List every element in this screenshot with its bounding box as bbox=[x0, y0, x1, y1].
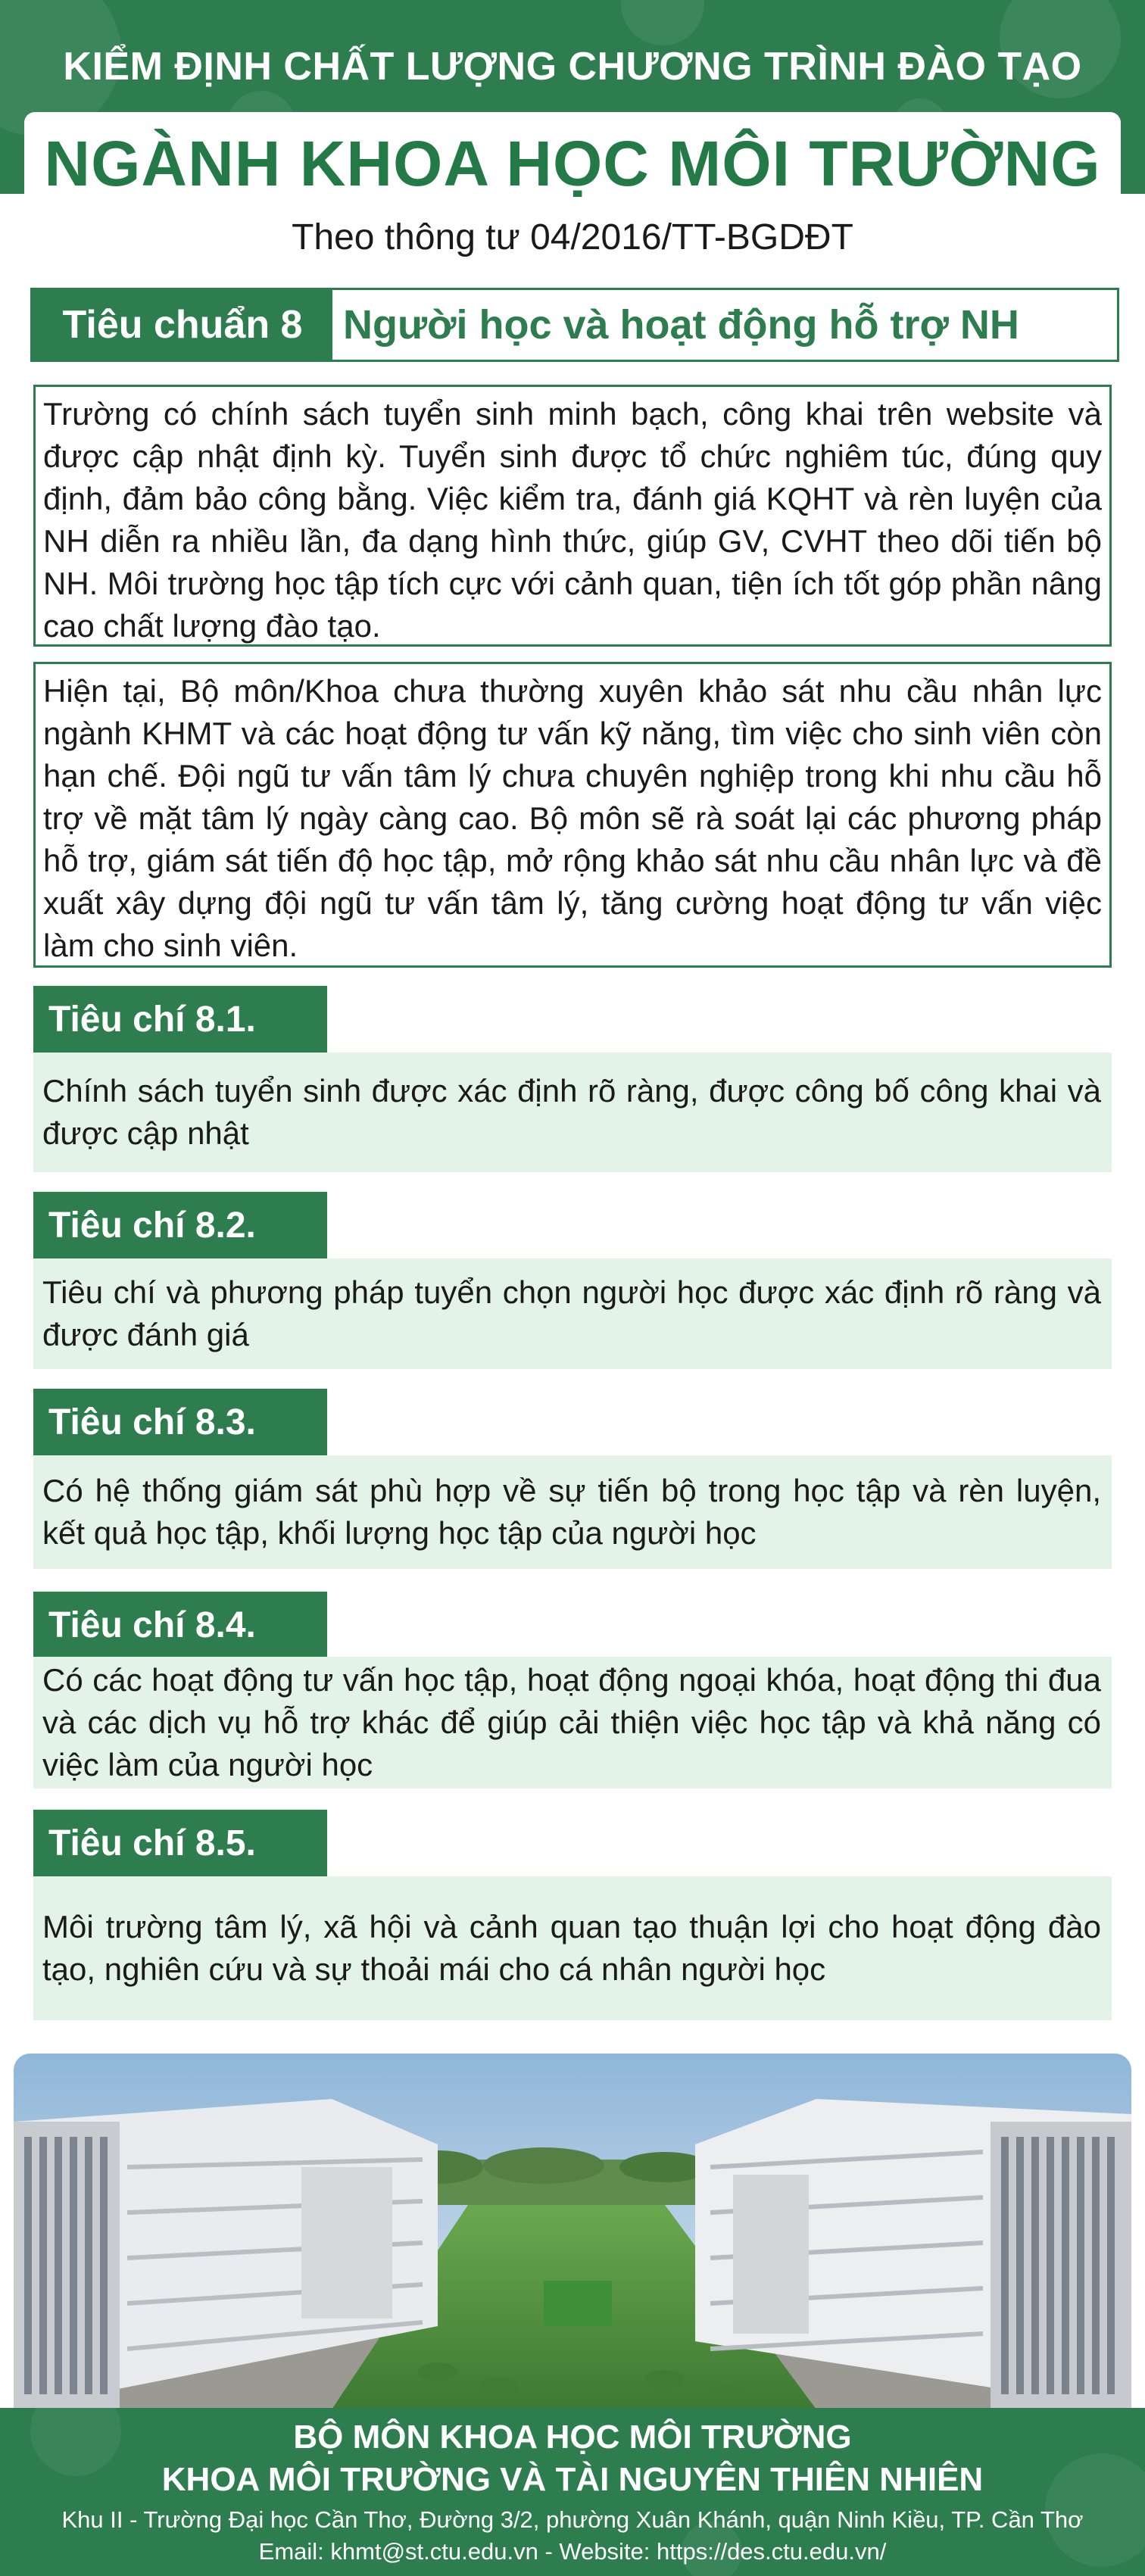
criterion-text bbox=[33, 1053, 1112, 1172]
criterion-text-content: Có các hoạt động tư vấn học tập, hoạt động ngoại khóa, hoạt động thi đua và các dịch vụ hỗ trợ khác để giúp cải thiện việc học tập và khả năng có việc làm của người học bbox=[42, 1662, 1101, 1782]
summary-paragraph-improvements: Hiện tại, Bộ môn/Khoa chưa thường xuyên khảo sát nhu cầu nhân lực ngành KHMT và các hoạt động tư vấn kỹ năng, tìm việc cho sinh viên còn hạn chế. Đội ngũ tư vấn tâm lý chưa chuyên nghiệp trong khi nhu cầu hỗ trợ về mặt tâm lý ngày càng cao. Bộ môn sẽ rà soát lại các phương pháp hỗ trợ, giám sát tiến độ học tập, mở rộng khảo sát nhu cầu nhân lực và đề xuất xây dựng đội ngũ tư vấn tâm lý, tăng cường hoạt động tư vấn việc làm cho sinh viên. bbox=[33, 662, 1112, 968]
footer-address: Khu II - Trường Đại học Cần Thơ, Đường 3/2, phường Xuân Khánh, quận Ninh Kiều, TP. Cần Thơ bbox=[61, 2506, 1084, 2533]
page-subtitle: Theo thông tư 04/2016/TT-BGDĐT bbox=[292, 217, 853, 257]
criterion-text bbox=[33, 1657, 1112, 1789]
criterion-label: Tiêu chí 8.2. bbox=[33, 1192, 327, 1258]
header-top-line: KIỂM ĐỊNH CHẤT LƯỢNG CHƯƠNG TRÌNH ĐÀO TẠO bbox=[63, 45, 1082, 89]
criterion-text-content: Có hệ thống giám sát phù hợp về sự tiến bộ trong học tập và rèn luyện, kết quả học tập, khối lượng học tập của người học bbox=[42, 1473, 1101, 1551]
campus-building-illustration bbox=[14, 2054, 1131, 2409]
footer-department: BỘ MÔN KHOA HỌC MÔI TRƯỜNG bbox=[293, 2419, 852, 2456]
standard-bar bbox=[30, 288, 1119, 362]
footer bbox=[0, 2408, 1145, 2576]
standard-name: Người học và hoạt động hỗ trợ NH bbox=[343, 302, 1019, 348]
criterion-label: Tiêu chí 8.4. bbox=[33, 1592, 327, 1658]
criterion-text bbox=[33, 1455, 1112, 1569]
footer-faculty: KHOA MÔI TRƯỜNG VÀ TÀI NGUYÊN THIÊN NHIÊN bbox=[161, 2461, 984, 2498]
criterion-text bbox=[33, 1876, 1112, 2020]
summary-paragraph-strengths: Trường có chính sách tuyển sinh minh bạch, công khai trên website và được cập nhật định kỳ. Tuyển sinh được tổ chức nghiêm túc, đúng quy định, đảm bảo công bằng. Việc kiểm tra, đánh giá KQHT và rèn luyện của NH diễn ra nhiều lần, đa dạng hình thức, giúp GV, CVHT theo dõi tiến bộ NH. Môi trường học tập tích cực với cảnh quan, tiện ích tốt góp phần nâng cao chất lượng đào tạo. bbox=[33, 385, 1112, 647]
footer-contact: Email: khmt@st.ctu.edu.vn - Website: https://des.ctu.edu.vn/ bbox=[258, 2538, 887, 2565]
criterion-label: Tiêu chí 8.3. bbox=[33, 1389, 327, 1455]
decor-circle bbox=[621, 0, 704, 45]
criterion-text bbox=[33, 1258, 1112, 1369]
criterion-label: Tiêu chí 8.1. bbox=[33, 986, 327, 1053]
page-title: NGÀNH KHOA HỌC MÔI TRƯỜNG bbox=[44, 128, 1101, 199]
campus-photo bbox=[14, 2054, 1131, 2409]
standard-label: Tiêu chuẩn 8 bbox=[33, 290, 332, 360]
criterion-text-content: Tiêu chí và phương pháp tuyển chọn người học được xác định rõ ràng và được đánh giá bbox=[42, 1274, 1101, 1352]
criterion-label: Tiêu chí 8.5. bbox=[33, 1810, 327, 1876]
criterion-text-content: Chính sách tuyển sinh được xác định rõ ràng, được công bố công khai và được cập nhật bbox=[42, 1073, 1101, 1151]
criterion-text-content: Môi trường tâm lý, xã hội và cảnh quan tạo thuận lợi cho hoạt động đào tạo, nghiên cứu và sự thoải mái cho cá nhân người học bbox=[42, 1909, 1101, 1987]
